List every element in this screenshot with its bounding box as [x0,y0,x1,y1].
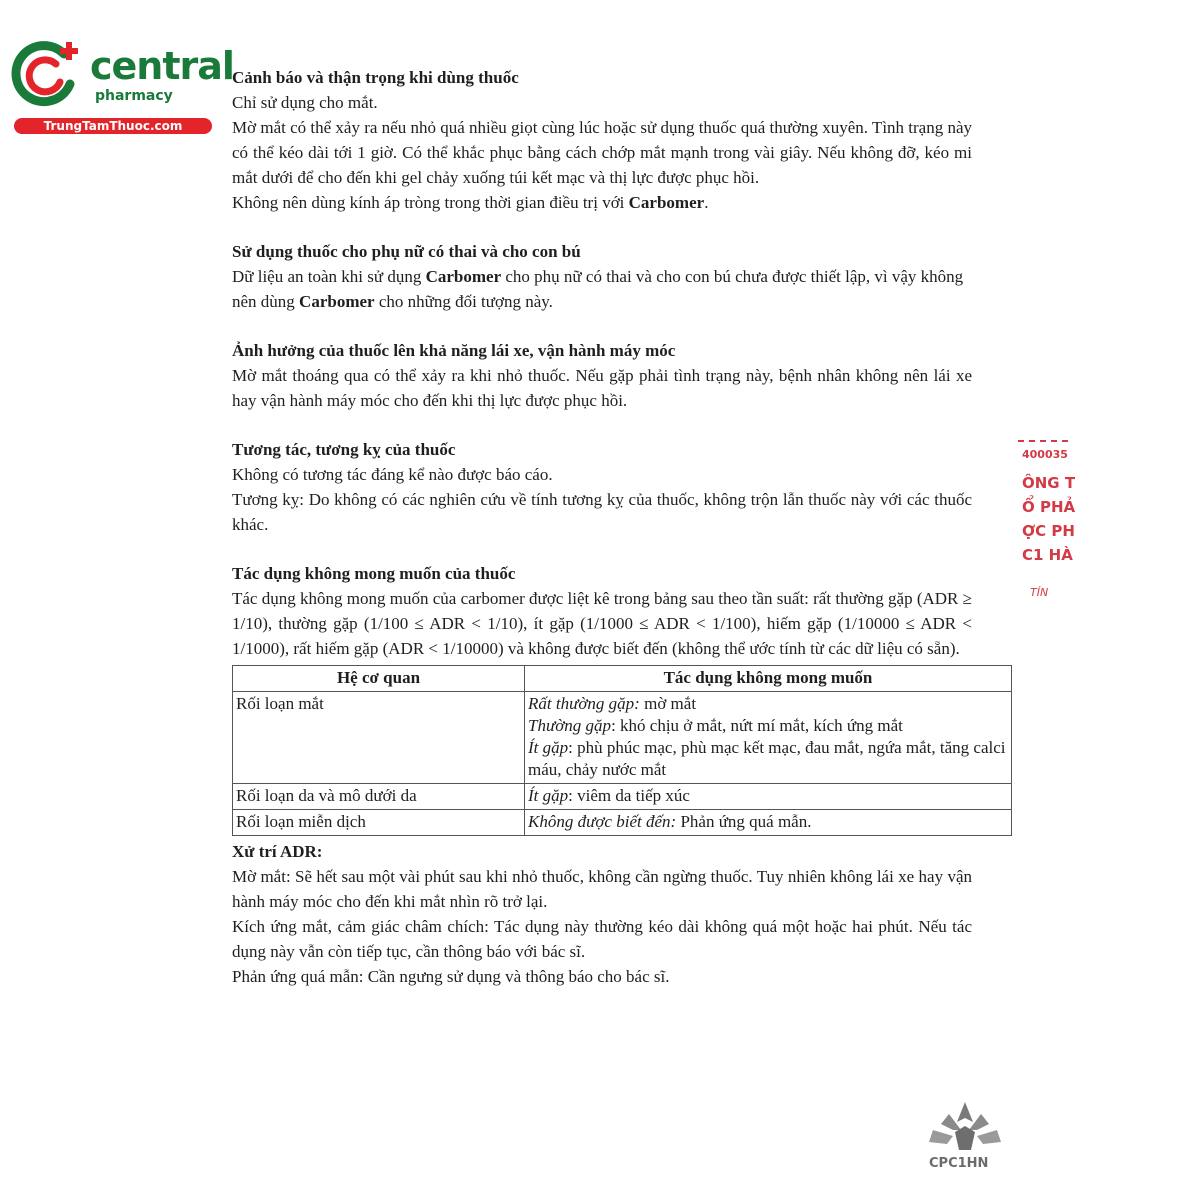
document-body [232,65,1006,1013]
central-pharmacy-logo[interactable] [10,38,234,138]
logo-sub-text: pharmacy [95,88,173,104]
effect-line [528,785,1008,807]
effect-text: mờ mắt [639,694,697,713]
paragraph: Không có tương tác đáng kể nào được báo cáo. [232,465,553,484]
drug-name: Carbomer [628,193,705,212]
section-title: Sử dụng thuốc cho phụ nữ có thai và cho con bú [232,242,581,261]
paragraph [232,264,972,314]
drug-name: Carbomer [425,267,502,286]
effect-line [528,737,1008,781]
text-run: cho phụ nữ có thai và cho con bú chưa được thiết lập, vì vậy không nên dùng [232,267,964,311]
section-warnings [232,65,972,215]
table-row [233,784,1012,810]
frequency-label: Không được biết đến: [528,812,677,831]
stamp-text: ÔNG T [1022,474,1076,492]
stamp-text: ỢC PH [1022,522,1075,540]
effects-cell [525,784,1012,810]
section-title: Xử trí ADR: [232,842,323,861]
cpc1hn-text: CPC1HN [929,1156,989,1171]
effect-line [528,811,1008,833]
effect-text: : viêm da tiếp xúc [568,786,690,805]
text-run: Không nên dùng kính áp tròng trong thời gian điều trị với [232,193,629,212]
logo-brand-text: central [90,44,234,88]
section-title: Tương tác, tương kỵ của thuốc [232,440,456,459]
frequency-label: Ít gặp [528,786,569,805]
column-header-organ: Hệ cơ quan [233,666,525,692]
frequency-label: Thường gặp [528,716,612,735]
effects-cell [525,692,1012,784]
section-title: Tác dụng không mong muốn của thuốc [232,564,516,583]
logo-site-url[interactable]: TrungTamThuoc.com [14,118,212,134]
stamp-text: 400035 [1022,448,1068,461]
paragraph: Phản ứng quá mẫn: Cần ngưng sử dụng và thông báo cho bác sĩ. [232,967,670,986]
adverse-effects-table [232,665,1012,836]
organ-cell: Rối loạn da và mô dưới da [233,784,525,810]
company-stamp [1018,438,1076,613]
paragraph: Mờ mắt có thể xảy ra nếu nhỏ quá nhiều giọt cùng lúc hoặc sử dụng thuốc quá thường xuyên. Tình trạng này có thể kéo dài tới 1 giờ. Có thể khắc phục bằng cách chớp mắt mạnh trong vài giây. Nếu không đỡ, kéo mi mắt dưới để cho đến khi gel chảy xuống túi kết mạc và thị lực được phục hồi. [232,118,973,187]
frequency-label: Ít gặp [528,738,569,757]
section-adverse-effects [232,561,972,661]
column-header-effects: Tác dụng không mong muốn [525,666,1012,692]
effects-cell [525,810,1012,836]
effect-text: Phản ứng quá mẫn. [676,812,812,831]
section-driving [232,338,972,413]
drug-name: Carbomer [299,292,375,311]
paragraph: Tác dụng không mong muốn của carbomer được liệt kê trong bảng sau theo tần suất: rất thường gặp (ADR ≥ 1/10), thường gặp (1/100 ≤ ADR < 1/10), ít gặp (1/1000 ≤ ADR < 1/100), hiếm gặp (1/10000 ≤ ADR < 1/1000), rất hiếm gặp (ADR < 1/10000) và không được biết đến (không thể ước tính từ các dữ liệu có sẵn). [232,589,972,658]
table-row [233,810,1012,836]
paragraph: Mờ mắt thoáng qua có thể xảy ra khi nhỏ thuốc. Nếu gặp phải tình trạng này, bệnh nhân không nên lái xe hay vận hành máy móc cho đến khi thị lực được phục hồi. [232,366,972,410]
table-header-row [233,666,1012,692]
paragraph: Kích ứng mắt, cảm giác châm chích: Tác dụng này thường kéo dài không quá một hoặc hai phút. Nếu tác dụng này vẫn còn tiếp tục, cần thông báo với bác sĩ. [232,917,972,961]
cpc1hn-logo [925,1100,1005,1175]
section-pregnancy [232,239,972,314]
stamp-text: C1 HÀ [1022,546,1073,564]
stamp-text: TÍN [1030,586,1049,599]
section-interactions [232,437,972,537]
paragraph: Chỉ sử dụng cho mắt. [232,93,378,112]
effect-text: : phù phúc mạc, phù mạc kết mạc, đau mắt, ngứa mắt, tăng calci máu, chảy nước mắt [528,738,1006,779]
cpc1hn-mark-icon [925,1100,1005,1156]
text-run: Dữ liệu an toàn khi sử dụng [232,267,426,286]
frequency-label: Rất thường gặp: [528,694,640,713]
section-title: Cảnh báo và thận trọng khi dùng thuốc [232,68,519,87]
paragraph [232,190,972,215]
paragraph: Tương kỵ: Do không có các nghiên cứu về tính tương kỵ của thuốc, không trộn lẫn thuốc này với các thuốc khác. [232,490,972,534]
section-adr-management [232,839,972,989]
effect-line [528,693,1008,715]
text-run: . [704,193,709,212]
effect-text: : khó chịu ở mắt, nứt mí mắt, kích ứng mắt [611,716,903,735]
organ-cell: Rối loạn miễn dịch [233,810,525,836]
section-title: Ảnh hưởng của thuốc lên khả năng lái xe, vận hành máy móc [232,341,676,360]
paragraph: Mờ mắt: Sẽ hết sau một vài phút sau khi nhỏ thuốc, không cần ngừng thuốc. Tuy nhiên không lái xe hay vận hành máy móc cho đến khi mắt nhìn rõ trở lại. [232,867,972,911]
stamp-border [1018,440,1068,445]
table-row [233,692,1012,784]
stamp-text: Ổ PHẢ [1022,498,1076,516]
organ-cell: Rối loạn mắt [233,692,525,784]
text-run: cho những đối tượng này. [374,292,553,311]
effect-line [528,715,1008,737]
central-pharmacy-mark-icon [12,40,86,108]
